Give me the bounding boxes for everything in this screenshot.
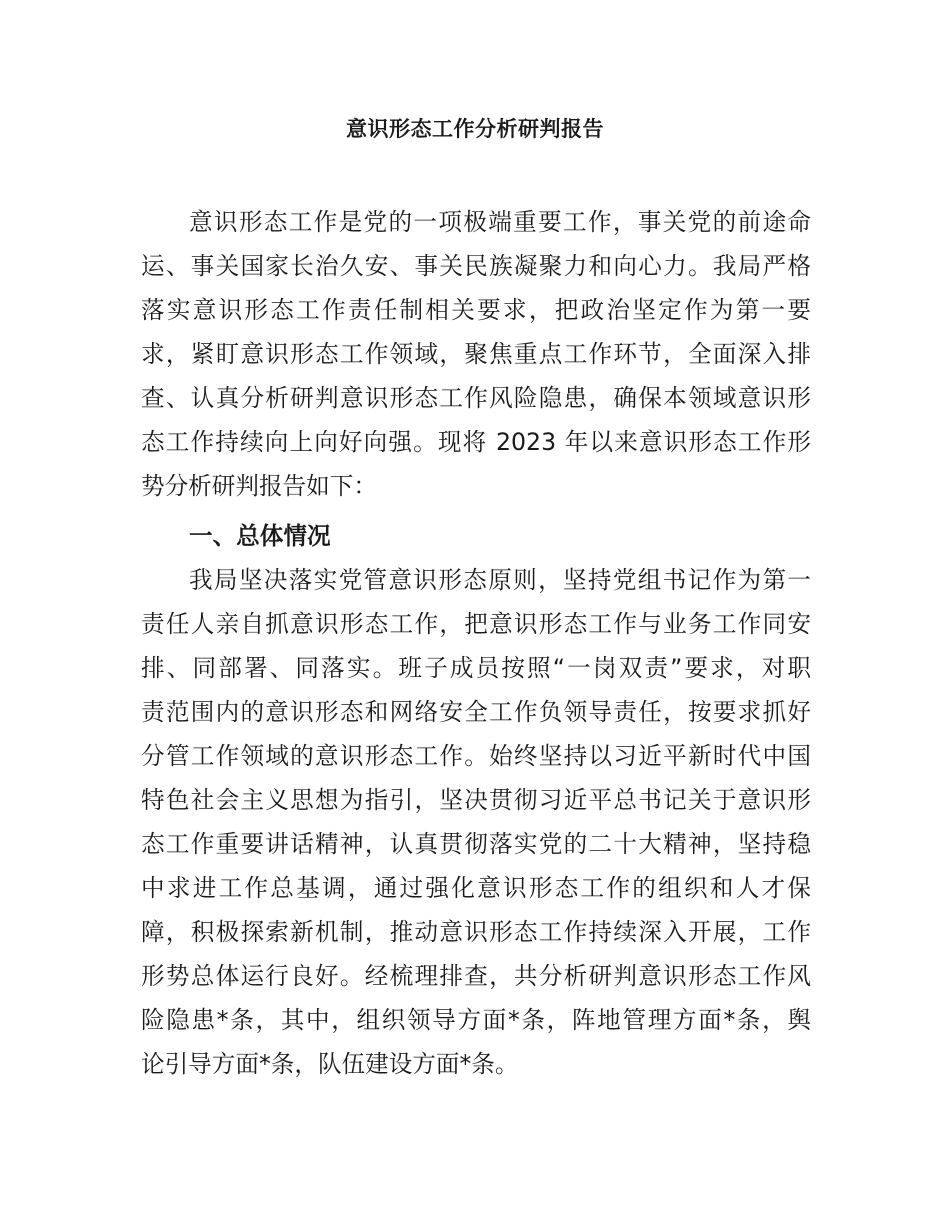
document-title: 意识形态工作分析研判报告 xyxy=(346,117,604,141)
intro-line: 求，紧盯意识形态工作领域，聚焦重点工作环节，全面深入排 xyxy=(141,340,811,368)
overview-line: 我局坚决落实党管意识形态原则，坚持党组书记作为第一 xyxy=(189,566,811,594)
intro-paragraph xyxy=(141,200,811,508)
section-heading: 一、总体情况 xyxy=(189,522,331,550)
overview-line: 排、同部署、同落实。班子成员按照“一岗双责”要求，对职 xyxy=(141,654,811,682)
overview-line: 态工作重要讲话精神，认真贯彻落实党的二十大精神，坚持稳 xyxy=(141,830,811,858)
overview-line: 障，积极探索新机制，推动意识形态工作持续深入开展，工作 xyxy=(141,918,811,946)
overview-line: 形势总体运行良好。经梳理排查，共分析研判意识形态工作风 xyxy=(141,962,811,990)
intro-line: 态工作持续向上向好向强。现将 2023 年以来意识形态工作形 xyxy=(141,428,811,456)
intro-line: 落实意识形态工作责任制相关要求，把政治坚定作为第一要 xyxy=(141,296,811,324)
overview-line: 责范围内的意识形态和网络安全工作负领导责任，按要求抓好 xyxy=(141,698,811,726)
overview-line: 论引导方面*条，队伍建设方面*条。 xyxy=(141,1050,519,1078)
overview-line: 责任人亲自抓意识形态工作，把意识形态工作与业务工作同安 xyxy=(141,610,811,638)
overview-line: 险隐患*条，其中，组织领导方面*条，阵地管理方面*条，舆 xyxy=(141,1006,811,1034)
intro-line: 查、认真分析研判意识形态工作风险隐患，确保本领域意识形 xyxy=(141,384,811,412)
intro-line: 势分析研判报告如下： xyxy=(141,472,377,500)
overview-line: 中求进工作总基调，通过强化意识形态工作的组织和人才保 xyxy=(141,874,811,902)
intro-line: 意识形态工作是党的一项极端重要工作，事关党的前途命 xyxy=(189,208,811,236)
overview-line: 分管工作领域的意识形态工作。始终坚持以习近平新时代中国 xyxy=(141,742,811,770)
intro-line: 运、事关国家长治久安、事关民族凝聚力和向心力。我局严格 xyxy=(141,252,811,280)
overview-line: 特色社会主义思想为指引，坚决贯彻习近平总书记关于意识形 xyxy=(141,786,811,814)
overview-paragraph xyxy=(141,558,811,1086)
